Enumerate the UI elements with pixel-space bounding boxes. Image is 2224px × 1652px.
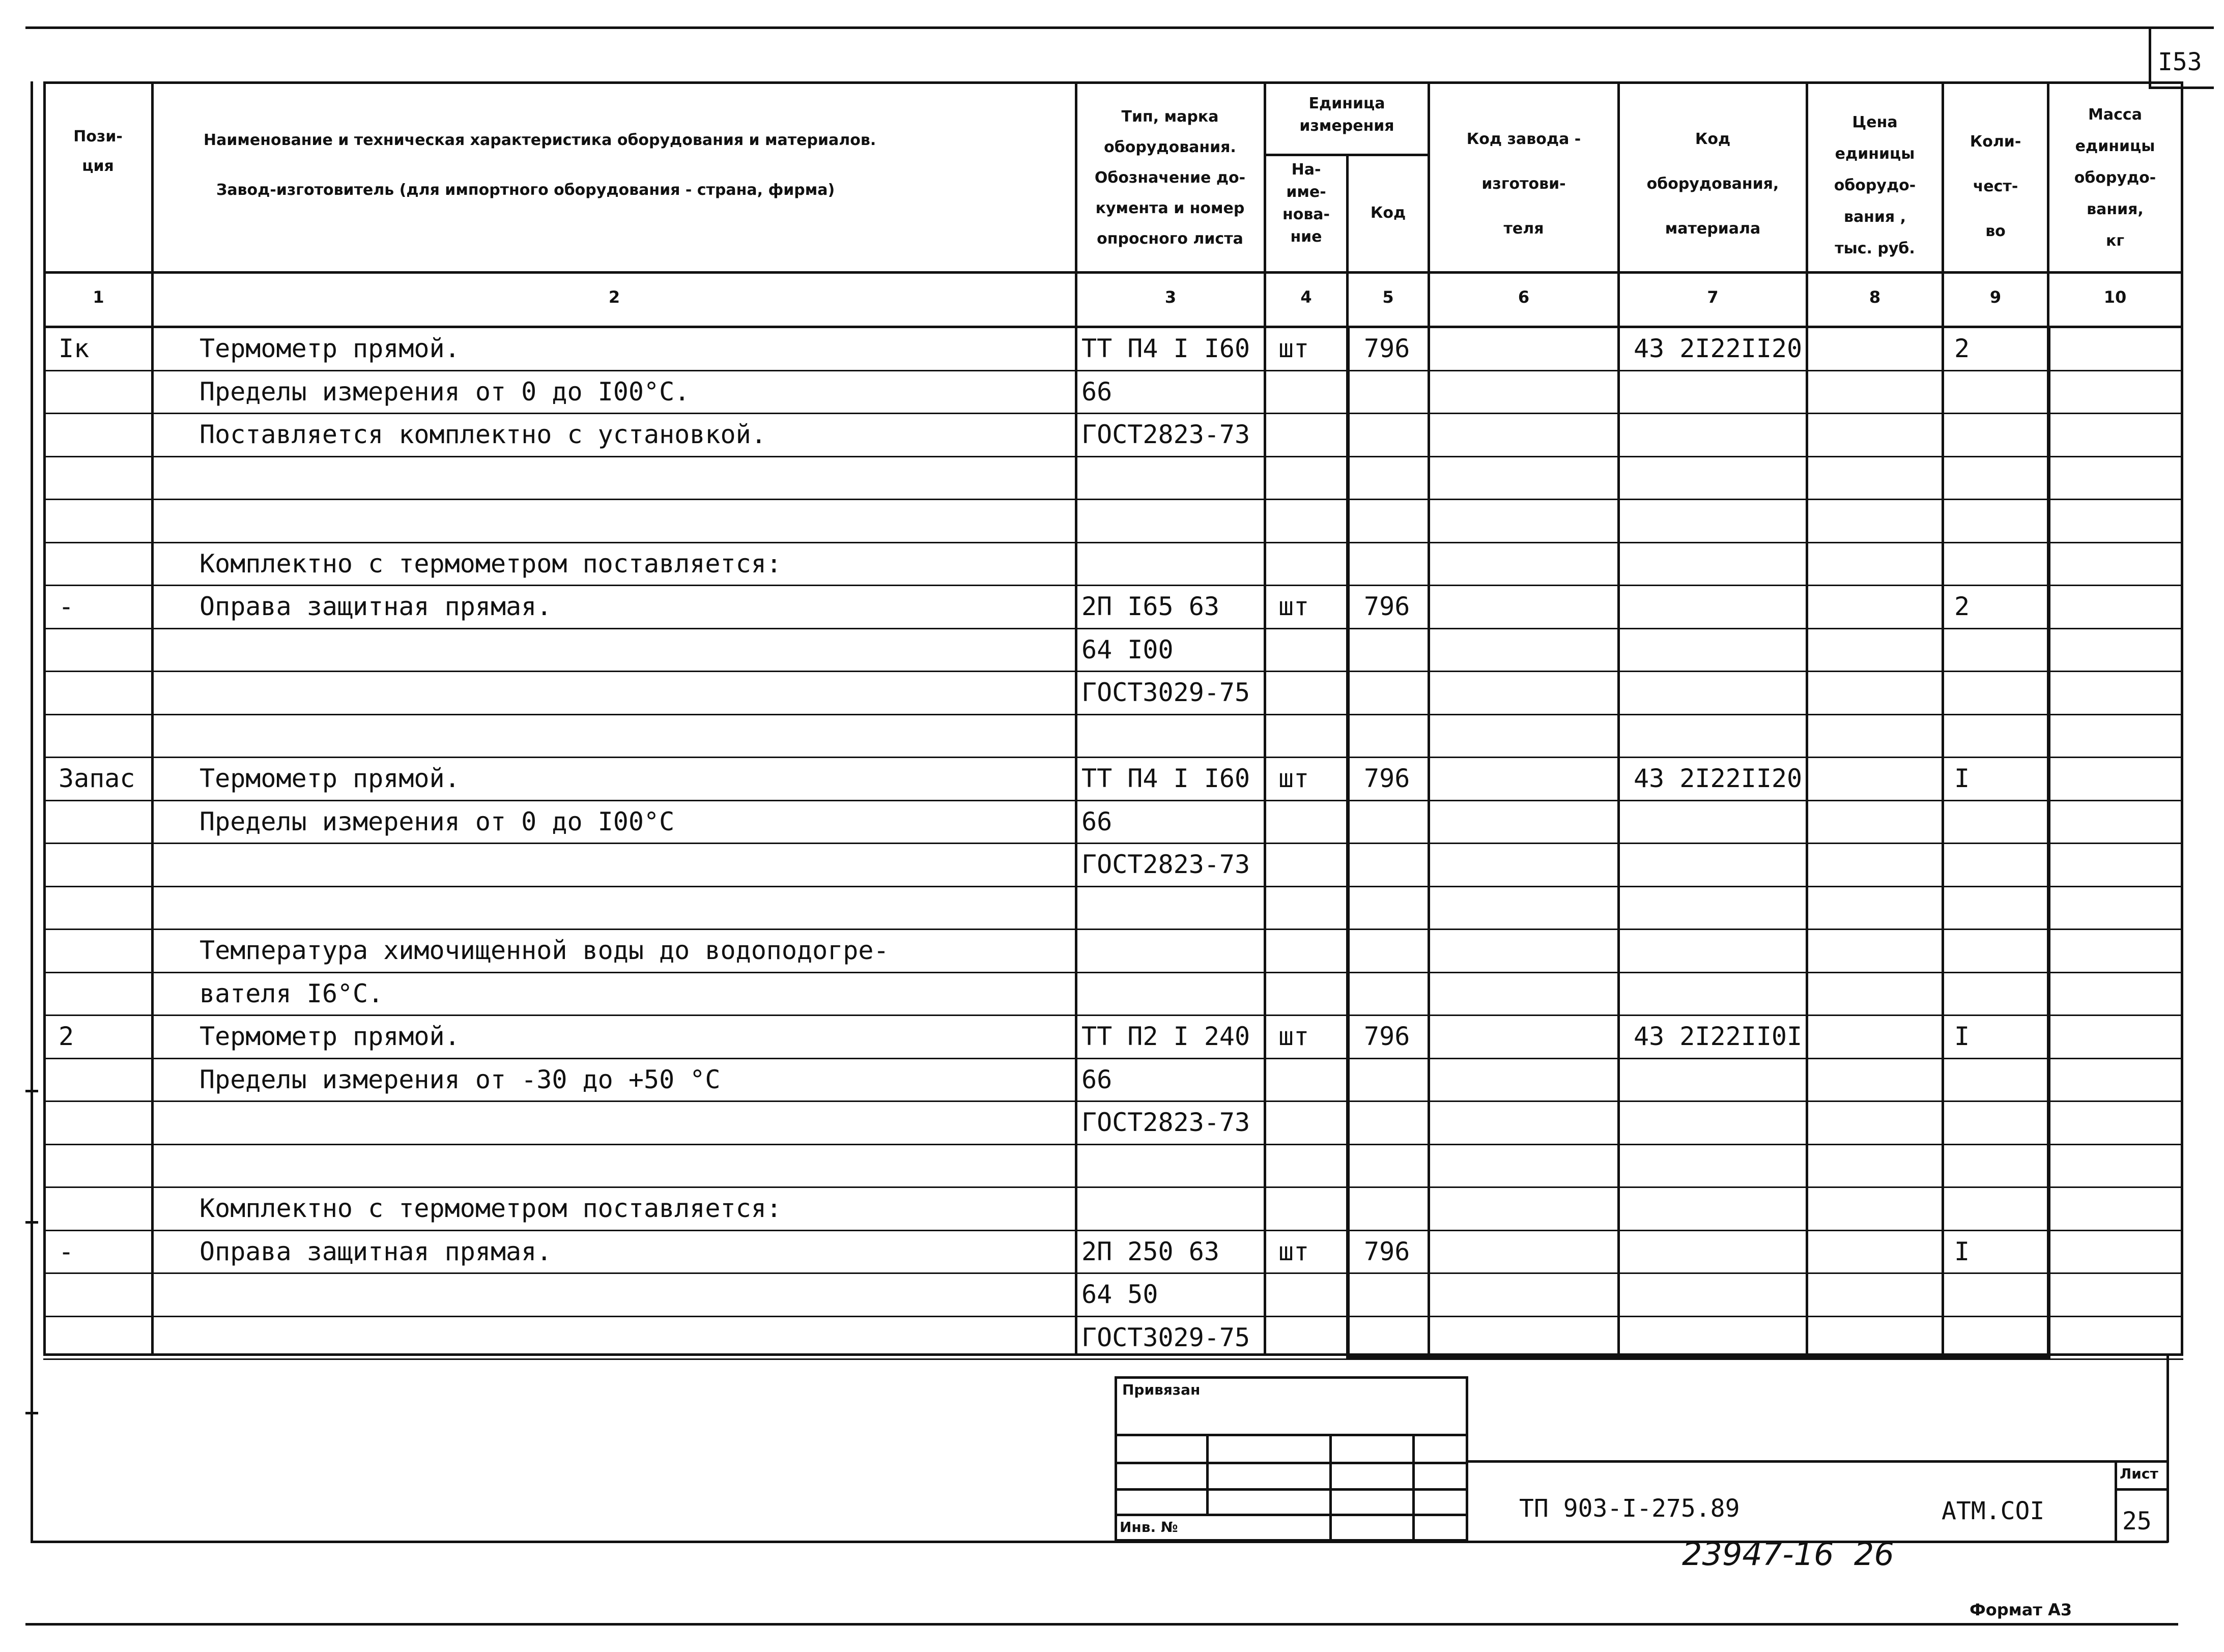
title-block-bound-frame <box>1115 1376 1468 1542</box>
colnum-10: 10 <box>2103 287 2127 307</box>
header-type: Тип, марка оборудования. Обозначение до- кумента и номер опросного листа <box>1094 108 1246 248</box>
cell-unit-name: шт <box>1278 334 1309 363</box>
cell-type: ТТ П4 I I60 <box>1081 764 1250 793</box>
cell-type: 2П 250 63 <box>1081 1236 1219 1266</box>
colnum-1: 1 <box>93 287 104 307</box>
cell-equipment-code: 43 2I22II20 <box>1634 764 1803 793</box>
left-frame <box>31 81 33 1542</box>
cell-name: Термометр прямой. <box>199 334 460 363</box>
cell-type: ГОСТ2823-73 <box>1081 850 1250 879</box>
margin-tick-2 <box>25 1221 38 1224</box>
header-bottom-line <box>43 271 2183 274</box>
cell-unit-code: 796 <box>1364 1236 1410 1266</box>
cell-name: Комплектно с термометром поставляется: <box>199 1194 782 1223</box>
col-line-3 <box>1264 81 1266 1356</box>
cell-type: 64 50 <box>1081 1280 1158 1309</box>
tb-line-2 <box>1115 1462 1468 1464</box>
colnum-6: 6 <box>1518 287 1530 307</box>
cell-type: ГОСТ3029-75 <box>1081 678 1250 707</box>
code-columns-block <box>1346 326 2050 1359</box>
tb-main-top <box>1468 1460 2168 1463</box>
cell-name: Пределы измерения от -30 до +50 °С <box>199 1064 721 1094</box>
colnum-2: 2 <box>608 287 620 307</box>
cell-name: Пределы измерения от 0 до I00°С. <box>199 376 690 407</box>
cell-type: ТТ П4 I I60 <box>1081 334 1250 363</box>
cell-type: 66 <box>1081 376 1113 407</box>
cell-position: 2 <box>59 1022 74 1051</box>
cell-name: Комплектно с термометром поставляется: <box>199 548 782 578</box>
cell-quantity: I <box>1954 1236 1970 1266</box>
header-name-line2: Завод-изготовитель (для импортного оборудования - страна, фирма) <box>216 181 835 199</box>
sheet-box-left <box>2115 1460 2117 1542</box>
cell-unit-code: 796 <box>1364 592 1410 621</box>
cell-type: 2П I65 63 <box>1081 592 1219 621</box>
cell-equipment-code: 43 2I22II0I <box>1634 1022 1803 1051</box>
sheet-label: Лист <box>2120 1465 2158 1482</box>
colnum-9: 9 <box>1989 287 2002 307</box>
header-unit-name: На- име- нова- ние <box>1282 161 1330 246</box>
cell-position: Iк <box>59 334 90 363</box>
cell-unit-code: 796 <box>1364 764 1410 793</box>
tb-line-3 <box>1115 1488 1468 1491</box>
bound-label: Привязан <box>1122 1381 1201 1398</box>
cell-quantity: 2 <box>1954 592 1970 621</box>
cell-name: Температура химочищенной воды до водоподогре- <box>199 936 889 965</box>
colnum-5: 5 <box>1382 287 1394 307</box>
sheet-number-box-left <box>2149 26 2151 88</box>
cell-unit-name: шт <box>1278 1236 1309 1266</box>
cell-type: 66 <box>1081 806 1113 836</box>
cell-unit-name: шт <box>1278 1022 1309 1051</box>
cell-type: ТТ П2 I 240 <box>1081 1022 1250 1051</box>
cell-name: вателя I6°С. <box>199 978 384 1008</box>
cell-unit-code: 796 <box>1364 1022 1410 1051</box>
top-frame-line <box>25 26 2214 29</box>
tb-vline-3 <box>1412 1434 1415 1541</box>
cell-name: Оправа защитная прямая. <box>199 1236 552 1266</box>
cell-type: 64 I00 <box>1081 634 1174 664</box>
cell-quantity: 2 <box>1954 334 1970 363</box>
header-equipment-code: Код оборудования, материала <box>1646 130 1779 238</box>
cell-equipment-code: 43 2I22II20 <box>1634 334 1803 363</box>
tb-vline-1 <box>1206 1434 1209 1515</box>
cell-name: Поставляется комплектно с установкой. <box>199 420 766 449</box>
cell-type: ГОСТ3029-75 <box>1081 1322 1250 1352</box>
colnum-8: 8 <box>1869 287 1881 307</box>
cell-name: Оправа защитная прямая. <box>199 592 552 621</box>
tb-line-4 <box>1115 1514 1468 1516</box>
header-name-line1: Наименование и техническая характеристика оборудования и материалов. <box>204 131 876 149</box>
cell-type: ГОСТ2823-73 <box>1081 420 1250 449</box>
col-line-1 <box>151 81 154 1356</box>
header-unit-code: Код <box>1370 204 1406 222</box>
margin-tick-1 <box>25 1090 38 1092</box>
doc-code: АТМ.СОI <box>1942 1497 2045 1525</box>
sheet-number: I53 <box>2158 48 2202 76</box>
inv-label: Инв. № <box>1120 1519 1178 1535</box>
header-mass: Масса единицы оборудо- вания, кг <box>2074 106 2156 250</box>
tb-line-1 <box>1115 1434 1468 1436</box>
cell-position: Запас <box>59 764 135 793</box>
col-line-2 <box>1075 81 1077 1356</box>
cell-position: - <box>59 1236 74 1266</box>
right-frame <box>2166 1353 2169 1543</box>
cell-name: Термометр прямой. <box>199 764 460 793</box>
cell-type: ГОСТ2823-73 <box>1081 1108 1250 1137</box>
cell-name: Термометр прямой. <box>199 1022 460 1051</box>
cell-unit-name: шт <box>1278 592 1309 621</box>
cell-type: 66 <box>1081 1064 1113 1094</box>
header-factory-code: Код завода - изготови- теля <box>1466 130 1581 238</box>
header-price: Цена единицы оборудо- вания , тыс. руб. <box>1834 113 1916 257</box>
page-bottom-line <box>25 1623 2178 1626</box>
header-unit-group: Единица измерения <box>1299 95 1394 135</box>
margin-tick-3 <box>25 1412 38 1414</box>
colnum-7: 7 <box>1707 287 1719 307</box>
format-label: Формат А3 <box>1970 1600 2072 1619</box>
header-position: Пози- ция <box>73 128 123 175</box>
cell-unit-name: шт <box>1278 764 1309 793</box>
sheet-no: 25 <box>2122 1507 2152 1535</box>
tb-vline-2 <box>1329 1434 1332 1541</box>
sheet-box-mid <box>2115 1488 2168 1491</box>
cell-quantity: I <box>1954 1022 1970 1051</box>
cell-name: Пределы измерения от 0 до I00°С <box>199 806 675 836</box>
colnum-4: 4 <box>1300 287 1312 307</box>
colnum-3: 3 <box>1164 287 1177 307</box>
handwritten-inventory-number: 23947-16 26 <box>1682 1535 1894 1573</box>
header-quantity: Коли- чест- во <box>1970 133 2021 240</box>
project-code: ТП 903-I-275.89 <box>1519 1494 1740 1523</box>
cell-quantity: I <box>1954 764 1970 793</box>
cell-position: - <box>59 592 74 621</box>
cell-unit-code: 796 <box>1364 334 1410 363</box>
